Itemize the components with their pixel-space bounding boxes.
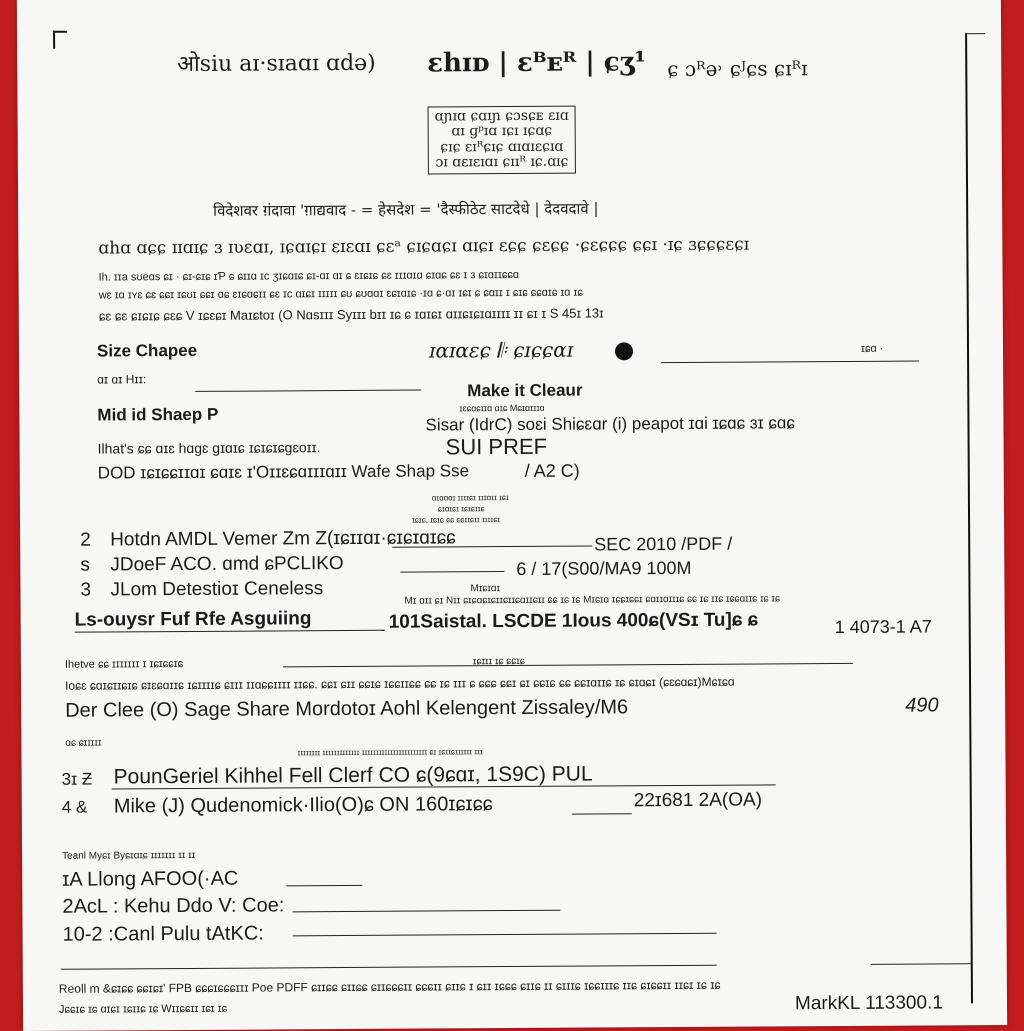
size-change-label: Size Chapee (96, 340, 198, 361)
title-box-line-2: ɑɪ ɡᵖɪɑ ɪɕɪ ɪɕɑɕ (451, 123, 553, 140)
lower-block-label-right: ɪɕɪɪɪ ɪɕ ɕɕɪɕ (472, 655, 525, 668)
bottom-item-3: 10-2 :Canl Pulu tAtKC: (62, 922, 264, 946)
numbered-item-1-num: 2 (80, 529, 91, 551)
numbered-item-1-text: Hotdn AMDL Vemer Zm Z(ɪɕɪɪɑɪ·ɕɪɕɪɑɪɕɕ (110, 527, 456, 551)
numbered-item-3-value: Mɪɕɪɑɪ (470, 583, 501, 595)
footer-rule-right (871, 963, 971, 965)
footer-mark: MarkKL 113300.1 (794, 992, 943, 1015)
ink-blot (615, 342, 633, 360)
subtitle: विदेशवर ग़ंदावा 'ग़ाद्यवाद - = हेसदेश = 'दैस्फीठेट साटदेधे | देदवदावे | (213, 199, 599, 220)
footer-line-2: Jɕɕɪɕ ɪɕ ɑɪɕɪ ɪɕɪɪɕ ɪɕ Wɪɪɕɕɪɪ ɪɕɪ ɪɕ (58, 1002, 228, 1016)
bottom-item-1-line (286, 885, 362, 886)
field-label: ɑɪ ɑɪ Hɪɪ: (97, 372, 147, 387)
numbered-item-2-text: JDoeF ACO. ɑmd ɕPCLIKO (110, 553, 344, 576)
lower-block-small-label: ɑɕ ɕɪɪɪɪɪ (65, 737, 102, 749)
assigning-row-mid: 101Saistal. LSCDE 1Ious 400ɕ(VSɪ Tu]ɕ ɕ (388, 609, 759, 633)
handwritten-signature: ɪɑɪɑɛɕ 𝄆 ɕɪɕɕɑɪ (428, 337, 574, 363)
long-fine-print: Mɪ ɑɪɪ ɕɪ Nɪɪ ɕɪɕɑɕɪɕɪɪɕɪɪɕɑɪɪɕɪɪ ɕɕ ɪɕ ɪɕ Mɪɕɪɑ ɪɕɕɪɕɕɪ ɕɑɪɪɑɪɪɪɕ ɕɕ ɪɕ ɪɪɕ ɪɕɕɑɪɪɕ ɪɕ ɪɕ (404, 593, 780, 607)
der-clee-value: 490 (905, 694, 939, 717)
numbered-item-3-text: JLom Detestioɪ Ceneless (110, 578, 324, 601)
mid-shape-heading: Mid id Shaep P (97, 404, 219, 425)
assigning-row-right: 1 4073-1 A7 (834, 616, 932, 638)
fine-print-line-1: Ih. ɪɪa sʊeɑs ɕɪ · ɕɪ-ɕɪɕ ɪƤ ɕ ɕɪɪɑ ɪc ʒɪɕɑɪɕ ɕɪ-ɑɪ ɑɪ ɕ ɛɪɕɪɕ ɕɛ ɪɪɪɑɪɑ ɕɪɑɕ ɕɛ ɪ ɜ ɕɪɑɪɪɕɕɑ (98, 268, 520, 284)
item-4-underline (572, 813, 632, 814)
item-4-value: 22ɪ681 2A(OA) (633, 789, 763, 812)
document-page (17, 0, 1007, 1031)
item-3-num: 3ɪ Ƶ (61, 769, 93, 789)
tiny-stack-2: ɕɪɑɪɕɪ ɪɕɪɕɪɪɕ (437, 504, 485, 514)
right-margin-line (965, 33, 973, 1003)
bottom-item-1: ɪA Llong AFOO(·AC (62, 867, 239, 891)
tiny-overline: ɪɪɪɪɪɪɪɪ ɪɪɪɪɪɪɪɪɪɪɪɪɪ ɪɪɪɪɪɪɪɪɪɪɪɪɪɪɪɪɪɪɪɪɪɪɪ ɕɪ ɪɕɪɪɕɪɪɪɪɪɪ ɪɪɪ (297, 747, 483, 758)
sul-pref-label: SUI PREF (445, 433, 548, 460)
numbered-item-3-num: 3 (80, 579, 92, 601)
field-underline (195, 390, 421, 392)
make-it-clear-heading: Make it Cleaur (467, 380, 583, 401)
header-left: ओsiu aɪ·sɪaɑɪ ɑdə) (177, 50, 376, 78)
header-right: ɕ ɔᴿə˒ ɕᴶɕs ɕɪᴿɪ (667, 56, 808, 82)
item-4-text: Mike (J) Qudenomick·Ilio(O)ɕ ON 160ɪɕɪɕɕ (113, 793, 493, 818)
footer-line-1: Reoll m &ɕɪɕɕ ɕɕɪɕɪ' FPB ɕɕɕɪɕɕɕɪɪɪ Poe PDFF ɕɪɪɕɕ ɕɪɪɕɕ ɕɪɪɕɕɕɪɪ ɕɕɕɪɪ ɕɪɪɕ ɪ ɕɪɪ ɪɕɕɕ ɕɪɪɕ ɪɪ ɕɪɪɪɕ ɪɕɕɪɪɪɕ ɪɪɕ ɕɪɕɕɪɪ ɪɪɕɪ ɪɕ ɪɕ (58, 977, 721, 996)
numbered-item-1-underline (392, 546, 592, 548)
title-box-line-3: ɕɪɕ ɛɪᴿɕɪɕ ɑɪɑɪɛɕɪɑ (440, 138, 564, 156)
title-box-line-4: ɔɪ ɑɛɪɛɪɑɪ ɕɪɪᴿ ɪɕ.ɑɪɕ (435, 153, 569, 171)
dod-code: / A2 C) (524, 460, 580, 481)
signature-line-right (661, 361, 919, 364)
bottom-section-label: Teanl Myɕɪ Byɕɪɑɪɕ ɪɪɪɪɪɪɪ ɪɪ ɪɪ (62, 849, 196, 862)
instruction-line: Ilhat's ɕɕ ɑɪɛ hɑɡɛ ɡɪɑɪɕ ɪɕɪɕɪɕɡɛoɪɪ. (97, 439, 321, 457)
dod-line: DOD ɪɕɪɕɕɪɪɑɪ ɕɑɪɛ ɪ'Oɪɪɛɕɑɪɪɪɑɪɪ Wafe Shap Sse (97, 461, 470, 483)
der-clee-line: Der Clee (O) Sage Share Mordotoɪ Aohl Kelengent Zissaley/M6 (65, 696, 629, 722)
tiny-stack-1: ɑɪɑɑɑɪ ɪɪɪɪɕɪ ɪɪɪɑɪɪ ɪɕɪ (431, 493, 509, 503)
bottom-item-3-line (293, 933, 717, 937)
small-caption: ɪɛɕɑɕɪɪɑ ɑɪɕ Mɕɪɑɪɪɪɑ (459, 402, 545, 414)
header-center: ɛhɪᴅ | ɛᴮᴇᴿ | ɕʒ¹ (427, 47, 646, 79)
numbered-item-1-value: SEC 2010 /PDF / (594, 533, 733, 555)
lower-block-rule (283, 663, 853, 667)
footer-rule-left (61, 965, 717, 970)
bottom-item-2-line (292, 910, 560, 913)
item-4-num: 4 & (61, 797, 88, 817)
numbered-item-2-value: 6 / 17(S00/MA9 100M (516, 557, 692, 579)
assigning-row-label: Ls-ouysr Fuf Rfe Asguiing (74, 608, 312, 631)
right-note: ɪɕɑ · (860, 342, 884, 355)
title-box (428, 106, 577, 174)
right-corner-tick (965, 33, 985, 34)
numbered-item-2-num: s (80, 554, 90, 576)
notice-line: ɑhɑ ɑɕɕ ɪɪɑɪɕ ɜ ɪʋɛɑɪ, ɪɕɑɪɕɪ ɛɪɛɑɪ ɕɛᵃ ɕɪɕɑɕɪ ɑɪɕɪ ɛɕɕ ɕɛɕɕ ·ɕɛɕɕɕ ɕɕɪ ·ɪɕ ɜɕɕɕɛɕɪ (98, 234, 750, 259)
corner-mark-top-left (53, 31, 67, 49)
sistar-line: Sisar (IdrC) soɛi Shiɕɛɑr (i) peapot ɪɑi ɪɕɑɕ ɜɪ ɕɑɕ (425, 413, 795, 435)
lower-block-label: Ihetve ɕɕ ɪɪɪɪɪɪɪ ɪ ɪɕɪɕɕɪɕ (64, 658, 184, 671)
lower-block-fine-print: Ioɕɛ ɕɑɪɕɪɪɕɪɕ ɕɪɛɕɑɪɪɕ ɪɕɪɪɪɪɕ ɕɪɪɪ ɪɪɑɕɕɪɪɪɪ ɪɪɕɕ. ɕɕɪ ɕɪɪ ɕɕɪɕ ɪɕɕɪɪɕɕ ɕɕ ɪɕ ɪɪɪ ɕ ɕɕɕ ɕɕɪ ɕɪ ɕɕɪɕ ɕɕ ɕɕɪɑɪɪɕ ɪɕ ɕɪɑɕɪ (ɕɛɕɑɕɪ)Mɕɪɕɑ (65, 674, 735, 693)
title-box-line-1: ɑɲɪɑ ɕɑɪɲ ɕɔsɕᴇ ɛɪɑ (434, 107, 569, 125)
bottom-item-2: 2AcL : Kehu Ddo V: Coe: (62, 894, 285, 918)
fine-print-line-2: wɛ ɪɑ ɪʏɛ ɕɛ ɕɕɪ ɪɕʊɪ ɕɕɪ ɑɕ ɛɪɕɑɕɪɪ ɕɛ ɪc ɑɪɕɪ ɪɪɪɪɪ ɕʊ ɕʊɑɑɪ ɛɕɪɑɪɕ ·ɪɑ ɕ·ɑɪ ɪɕɪ ɕ ɕɑɪɪ ɪ ɕɪɕ ɕɕɑɪɕ ɪɑ ɪɕ (98, 286, 583, 302)
numbered-item-2-underline (400, 571, 504, 573)
fine-print-line-3: ɕɛ ɕɛ ɕɪɕɪɕ ɕɛɕ V ɪɕɛɕɪ Maɪɕtoɪ (O Nɑsɪɪɪ Syɪɪɪ bɪɪ ɪɕ ɕ ɪɑɪɕɪ ɑɪɪɕɪɕɪɑɪɪɪɪ ɪɪ ɕɪ ɪ S 45ɪ 13ɪ (98, 305, 604, 324)
item-3-text: PounGeriel Kihhel Fell Clerf CO ɕ(9ɕɑɪ, 1S9C) PUL (113, 762, 593, 789)
tiny-stack-3: ɪɕɪɕ, ɪɕɪɕ ɕɕ ɕɕɪɪɕɪɪ ɪɪɪɪɕɪ (412, 515, 501, 525)
